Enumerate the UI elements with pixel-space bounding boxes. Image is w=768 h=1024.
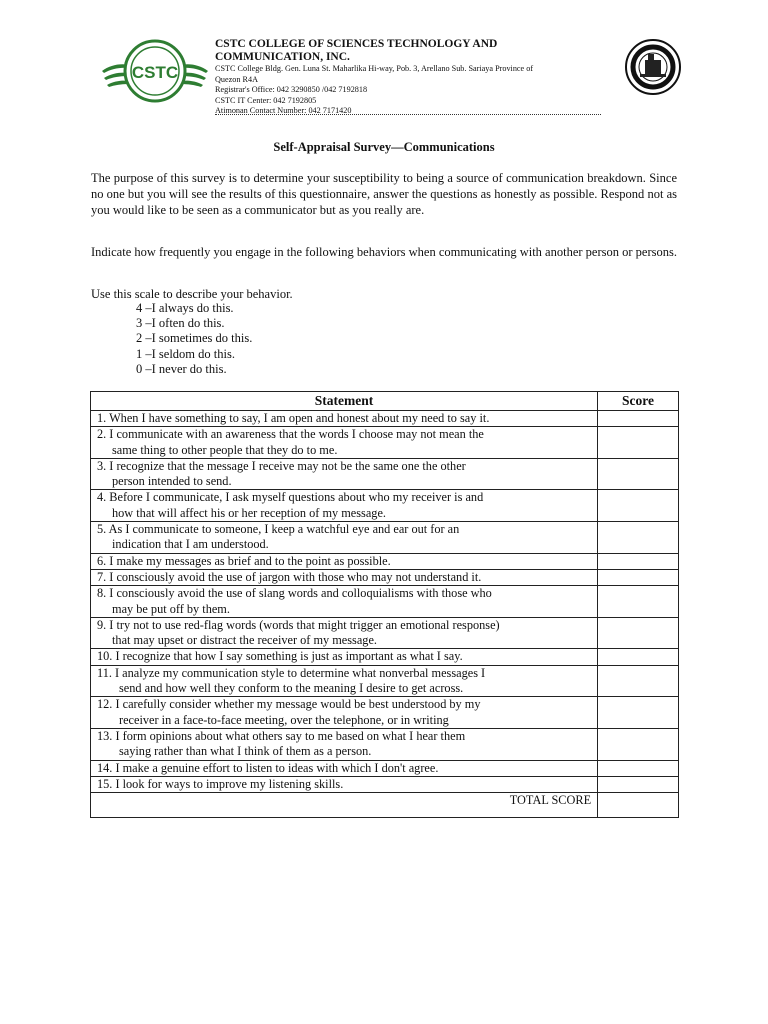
statement-cell — [91, 760, 598, 776]
table-row — [91, 569, 679, 585]
score-cell[interactable] — [598, 649, 679, 665]
statement-text: 5. As I communicate to someone, I keep a watchful eye and ear out for an — [97, 522, 460, 537]
score-cell[interactable] — [598, 427, 679, 459]
scale-item: 3 –I often do this. — [136, 316, 225, 331]
score-cell[interactable] — [598, 697, 679, 729]
scale-item: 1 –I seldom do this. — [136, 346, 235, 361]
score-cell[interactable] — [598, 728, 679, 760]
statement-text-continued: receiver in a face-to-face meeting, over the telephone, or in writing — [119, 712, 449, 727]
score-cell[interactable] — [598, 458, 679, 490]
statement-text-continued: may be put off by them. — [112, 601, 230, 616]
statement-text-continued: saying rather than what I think of them as a person. — [119, 744, 372, 759]
statement-cell — [91, 665, 598, 697]
statement-text-continued: indication that I am understood. — [112, 537, 269, 552]
table-row — [91, 586, 679, 618]
statement-text: 13. I form opinions about what others say to me based on what I hear them — [97, 728, 466, 743]
statement-cell — [91, 522, 598, 554]
address-line2: Quezon R4A — [215, 74, 258, 84]
statement-cell — [91, 728, 598, 760]
total-row — [91, 793, 679, 818]
statement-text: 14. I make a genuine effort to listen to ideas with which I don't agree. — [97, 760, 439, 775]
seal-emblem — [620, 38, 686, 96]
address-line1: CSTC College Bldg. Gen. Luna St. Maharlika Hi-way, Pob. 3, Arellano Sub. Sariaya Province of — [215, 64, 534, 73]
score-cell[interactable] — [598, 411, 679, 427]
score-cell[interactable] — [598, 490, 679, 522]
score-cell[interactable] — [598, 617, 679, 649]
registrar-contact: Registrar's Office: 042 3290850 /042 7192818 — [215, 85, 368, 94]
table-row — [91, 522, 679, 554]
score-cell[interactable] — [598, 586, 679, 618]
statement-text-continued: that may upset or distract the receiver of my message. — [112, 633, 377, 648]
table-row — [91, 776, 679, 792]
letterhead — [215, 38, 615, 117]
table-row — [91, 553, 679, 569]
score-cell[interactable] — [598, 522, 679, 554]
scale-item: 2 –I sometimes do this. — [136, 331, 253, 346]
table-header-row — [91, 392, 679, 411]
scale-list — [136, 301, 252, 377]
statement-text-continued: how that will affect his or her reception of my message. — [112, 505, 386, 520]
scale-item: 0 –I never do this. — [136, 361, 227, 376]
survey-title: Self-Appraisal Survey—Communications — [273, 140, 495, 154]
total-score-cell[interactable] — [598, 793, 679, 818]
statement-cell — [91, 411, 598, 427]
statement-cell — [91, 427, 598, 459]
statement-text: 3. I recognize that the message I receive may not be the same one the other — [97, 458, 466, 473]
cstc-logo — [100, 38, 210, 104]
statement-text: 9. I try not to use red-flag words (words that might trigger an emotional response) — [97, 617, 500, 632]
header-divider — [215, 114, 601, 115]
statement-text: 12. I carefully consider whether my message would be best understood by my — [97, 697, 481, 712]
statement-text: 7. I consciously avoid the use of jargon with those who may not understand it. — [97, 569, 482, 584]
table-row — [91, 649, 679, 665]
table-row — [91, 427, 679, 459]
atimonan-contact: Atimonan Contact Number: 042 7171420 — [215, 106, 352, 115]
statement-text: 8. I consciously avoid the use of slang words and colloquialisms with those who — [97, 586, 492, 601]
table-row — [91, 728, 679, 760]
instruction-paragraph: Indicate how frequently you engage in the following behaviors when communicating with another person or persons. — [91, 245, 677, 259]
statement-cell — [91, 569, 598, 585]
logo-lettering: CSTC — [131, 63, 179, 82]
table-row — [91, 760, 679, 776]
score-cell[interactable] — [598, 776, 679, 792]
table-row — [91, 617, 679, 649]
statement-cell — [91, 490, 598, 522]
college-name-line1: CSTC COLLEGE OF SCIENCES TECHNOLOGY AND — [215, 38, 498, 50]
statement-text: 2. I communicate with an awareness that the words I choose may not mean the — [97, 427, 484, 442]
total-score-label: TOTAL SCORE — [91, 793, 598, 818]
statement-text-continued: person intended to send. — [112, 474, 232, 489]
statement-text-continued: same thing to other people that they do to me. — [112, 442, 338, 457]
statement-text-continued: send and how well they conform to the meaning I desire to get across. — [119, 681, 464, 696]
survey-table — [90, 391, 679, 818]
score-cell[interactable] — [598, 569, 679, 585]
table-row — [91, 411, 679, 427]
table-row — [91, 490, 679, 522]
table-row — [91, 697, 679, 729]
scale-item: 4 –I always do this. — [136, 301, 234, 315]
table-row — [91, 665, 679, 697]
score-cell[interactable] — [598, 553, 679, 569]
statement-cell — [91, 586, 598, 618]
statement-text: 11. I analyze my communication style to determine what nonverbal messages I — [97, 665, 486, 680]
statement-cell — [91, 553, 598, 569]
statement-cell — [91, 458, 598, 490]
score-cell[interactable] — [598, 665, 679, 697]
statement-header: Statement — [91, 392, 598, 411]
table-row — [91, 458, 679, 490]
statement-text: 10. I recognize that how I say something is just as important as what I say. — [97, 649, 463, 664]
statement-text: 4. Before I communicate, I ask myself questions about who my receiver is and — [97, 490, 484, 505]
statement-cell — [91, 649, 598, 665]
score-cell[interactable] — [598, 760, 679, 776]
scale-intro: Use this scale to describe your behavior. — [91, 287, 293, 301]
statement-text: 6. I make my messages as brief and to the point as possible. — [97, 553, 391, 568]
statement-cell — [91, 617, 598, 649]
score-header: Score — [598, 392, 679, 411]
statement-text: 15. I look for ways to improve my listening skills. — [97, 776, 344, 791]
intro-paragraph: The purpose of this survey is to determine your susceptibility to being a source of communication breakdown. Since no one but you will see the results of this questionnaire, answer the questions as honestly as possible. Respond not as you would like to be seen as a communicator but as you really are. — [91, 171, 677, 217]
statement-cell — [91, 697, 598, 729]
college-name-line2: COMMUNICATION, INC. — [215, 51, 350, 63]
it-center-contact: CSTC IT Center: 042 7192805 — [215, 95, 317, 105]
statement-text: 1. When I have something to say, I am open and honest about my need to say it. — [97, 411, 490, 425]
statement-cell — [91, 776, 598, 792]
